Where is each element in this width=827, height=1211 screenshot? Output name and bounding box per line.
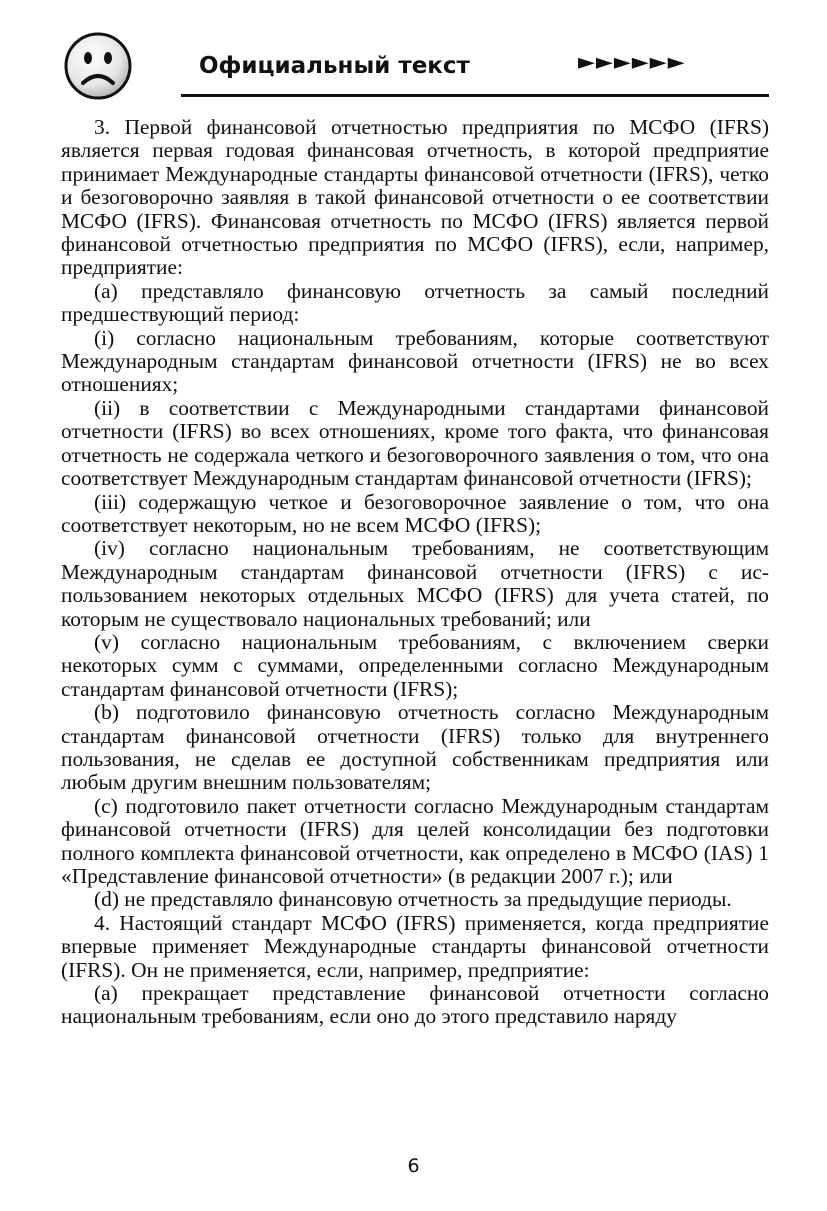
header-rule [181, 94, 769, 97]
paragraph: (a) прекращает представление финансовой отчетности согласно национальным требованиям, если оно до этого представило наряду [61, 981, 769, 1029]
paragraph: (i) согласно национальным требованиям, которые соответствуют Международным стандартам финансовой отчетности (IFRS) не во всех отношениях; [61, 325, 769, 397]
paragraph: (c) подготовило пакет отчетности согласно Международным стандартам финансовой отчетности (IFRS) для целей консолидации без подготовки полного комплекта финансовой отчетности, как определено в МСФО (IAS) 1 «Представление финансовой отчетности» (в редакции 2007 г.); или [61, 793, 769, 888]
paragraph: 4. Настоящий стандарт МСФО (IFRS) применяется, когда предприятие впервые применяет Международные стандарты финансовой отчетности (IFRS). Он не применяется, если, например, предприятие: [61, 910, 769, 982]
paragraph: (iii) содержащую четкое и безоговорочное заявление о том, что она соответствует некоторым, но не всем МСФО (IFRS); [61, 489, 769, 537]
paragraph: (d) не представляло финансовую отчетность за предыдущие периоды. [94, 887, 732, 912]
page-number: 6 [407, 1155, 420, 1177]
paragraph: 3. Первой финансовой отчетностью предприятия по МСФО (IFRS) является первая годовая финансовая отчетность, в которой предприятие принимает Международные стандарты финансовой отчетности (IFRS), четко и безоговорочно заявляя в такой финансовой отчетности о ее соответствии МСФО (IFRS). Финансовая отчетность по МСФО (IFRS) является первой финансовой отчетностью предприятия по МСФО (IFRS), если, например, предприятие: [61, 115, 769, 280]
paragraph: (ii) в соответствии с Международными стандартами финансовой отчетности (IFRS) во всех отношениях, кроме того факта, что финансовая отчетность не содержала четкого и безоговорочного заявления о том, что она соответствует Международным стандартам финансовой отчетности (IFRS); [61, 395, 769, 491]
paragraph: (iv) согласно национальным требованиям, не соответствующим Международным стандартам финансовой отчетности (IFRS) с использованием некоторых отдельных МСФО (IFRS) для учета статей, по которым не существовало национальных требований; или [61, 536, 769, 631]
paragraph: (b) подготовило финансовую отчетность согласно Международным стандартам финансовой отчетности (IFRS) только для внутреннего пользования, не сделав ее доступной собственникам предприятия или любым другим внешним пользователям; [61, 700, 769, 795]
paragraph: (a) представляло финансовую отчетность за самый последний предшествующий период: [61, 278, 769, 327]
sad-face-icon [63, 31, 133, 101]
page-header [0, 0, 827, 110]
body-text [61, 116, 769, 1029]
header-title: Официальный текст [199, 53, 470, 79]
paragraph: (v) согласно национальным требованиям, с включением сверки некоторых сумм с суммами, определенными согласно Международным стандартам финансовой отчетности (IFRS); [61, 629, 769, 701]
arrows-icon: ►►►►►► [578, 50, 686, 75]
